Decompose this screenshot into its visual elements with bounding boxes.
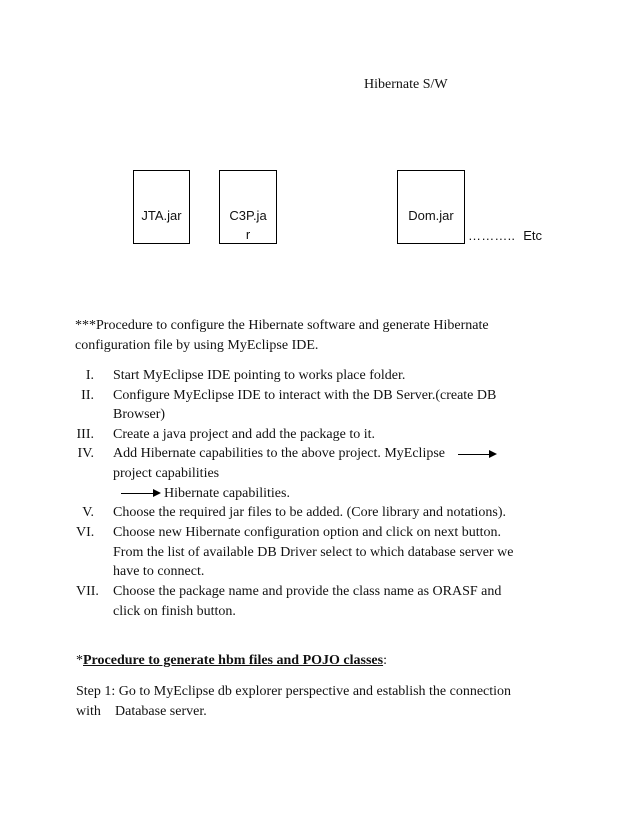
c3p-jar-label-line2: r [245,227,251,242]
list-item-4-line-3: Hibernate capabilities. [164,486,290,501]
dom-jar-box [397,170,465,244]
procedure-intro-line-2: configuration file by using MyEclipse IDE. [75,338,319,353]
arrow-after-myeclipse-line [458,454,489,455]
list-item-7-line-2: click on finish button. [113,604,236,619]
arrow-before-hibernate-line [121,493,153,494]
step-1-line-2 [76,703,207,721]
procedure-2-heading [76,652,387,670]
list-number-5: V. [82,505,94,520]
list-number-7: VII. [76,584,99,599]
list-number-4: IV. [77,446,94,461]
list-item-2-line-2: Browser) [113,407,166,422]
list-item-4-line-1: Add Hibernate capabilities to the above project. MyEclipse [113,446,446,461]
list-number-6: VI. [76,525,95,540]
ellipsis-dots: ……….. [468,228,516,243]
etc-indicator [468,228,542,244]
list-number-1: I. [85,368,94,383]
heading-suffix: : [383,653,387,668]
arrow-after-myeclipse-head [489,450,497,458]
list-item-1-line-1: Start MyEclipse IDE pointing to works place folder. [113,368,406,383]
step-1-line-1: Step 1: Go to MyEclipse db explorer perspective and establish the connection [76,684,512,699]
list-number-2: II. [81,388,94,403]
step-1-line-2-text: Database server. [115,704,207,719]
list-item-4-line-2: project capabilities [113,466,220,481]
list-item-7-line-1: Choose the package name and provide the class name as ORASF and [113,584,502,599]
list-item-5-line-1: Choose the required jar files to be added. (Core library and notations). [113,505,507,520]
jta-jar-box [133,170,190,244]
list-item-3-line-1: Create a java project and add the package to it. [113,427,375,442]
arrow-before-hibernate-head [153,489,161,497]
etc-label: Etc [523,228,543,243]
jta-jar-label: JTA.jar [141,208,182,223]
list-item-6-line-2: From the list of available DB Driver select to which database server we [113,545,514,560]
list-item-2-line-1: Configure MyEclipse IDE to interact with the DB Server.(create DB [113,388,497,403]
list-item-6-line-3: have to connect. [113,564,205,579]
heading-text: Procedure to generate hbm files and POJO classes [83,653,384,668]
procedure-intro-line-1: ***Procedure to configure the Hibernate software and generate Hibernate [75,318,489,333]
list-item-6-line-1: Choose new Hibernate configuration option and click on next button. [113,525,502,540]
c3p-jar-box [219,170,277,244]
step-1-line-2-prefix: with [76,704,101,719]
dom-jar-label: Dom.jar [408,208,454,223]
list-number-3: III. [76,427,94,442]
c3p-jar-label-line1: C3P.ja [229,208,267,223]
hibernate-software-title: Hibernate S/W [364,77,448,92]
heading-prefix: * [76,653,83,668]
